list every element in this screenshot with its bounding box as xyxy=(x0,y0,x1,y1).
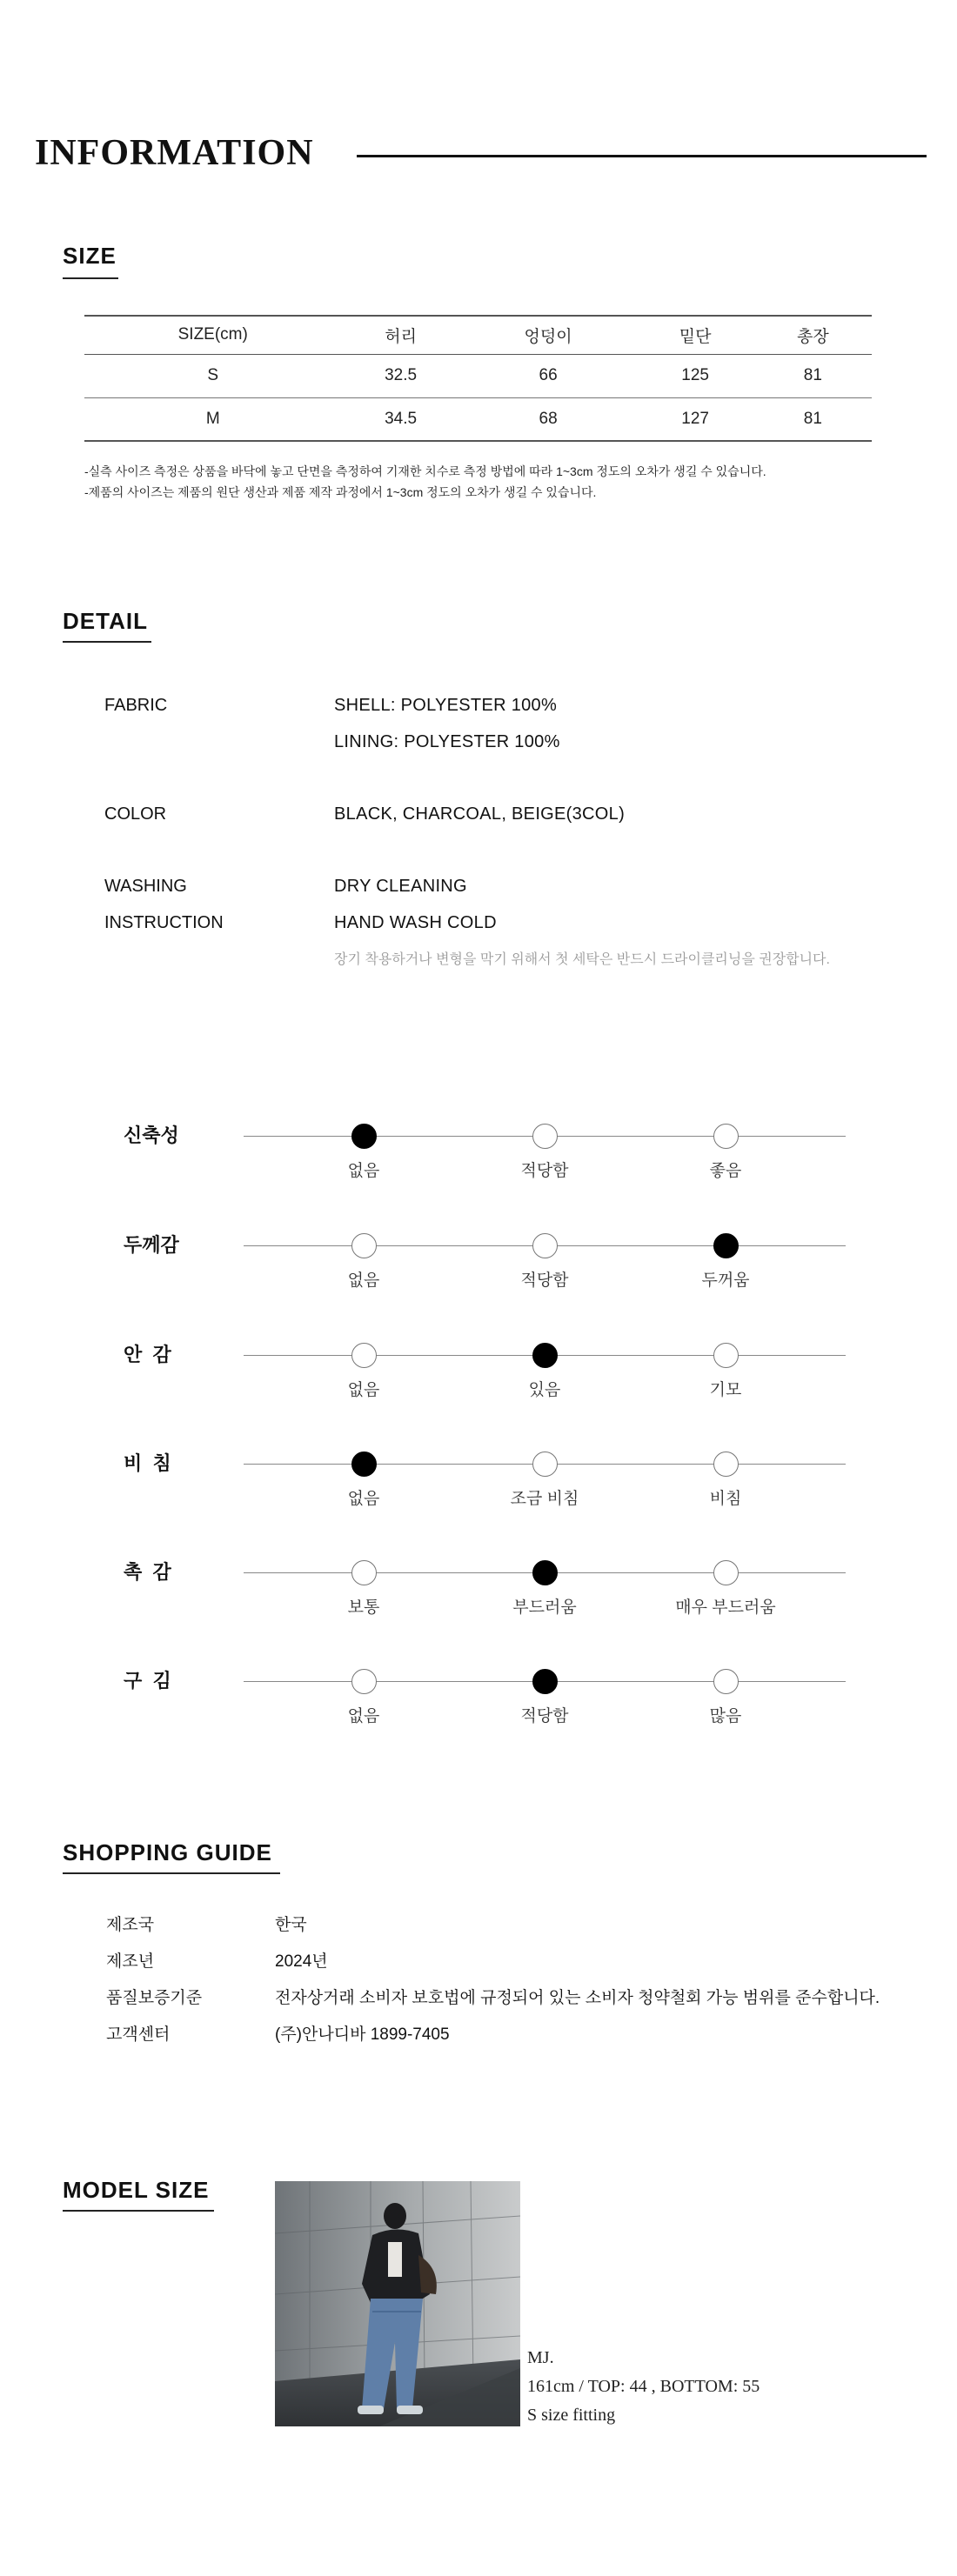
shopping-guide-title-underline xyxy=(63,1872,280,1874)
washing-note: 장기 착용하거나 변형을 막기 위해서 첫 세탁은 반드시 드라이클리닝을 권장합니다. xyxy=(334,952,830,967)
washing-value-1: DRY CLEANING xyxy=(334,877,467,896)
size-cell: 81 xyxy=(754,354,872,397)
scale-option-label: 부드러움 xyxy=(512,1598,577,1617)
table-row xyxy=(84,397,872,441)
scale-dot xyxy=(713,1560,739,1585)
size-cell: 34.5 xyxy=(341,397,459,441)
size-cell: S xyxy=(84,354,341,397)
scale-dot xyxy=(532,1124,558,1149)
scale-dot xyxy=(532,1452,558,1477)
size-header-cell: 총장 xyxy=(754,316,872,354)
scale-option-label: 없음 xyxy=(347,1271,380,1290)
size-cell: 32.5 xyxy=(341,354,459,397)
size-note-1: -실측 사이즈 측정은 상품을 바닥에 놓고 단면을 측정하여 기재한 치수로 측정 방법에 따라 1~3cm 정도의 오차가 생길 수 있습니다. xyxy=(84,464,766,478)
scale-label: 비 침 xyxy=(124,1452,171,1474)
scale-label: 구 김 xyxy=(124,1670,171,1692)
size-table-header-row xyxy=(84,316,872,354)
size-cell: 68 xyxy=(460,397,637,441)
scale-option-label: 있음 xyxy=(528,1381,561,1399)
size-header-cell: SIZE(cm) xyxy=(84,316,341,354)
scale-dot xyxy=(351,1343,377,1368)
model-size-title-underline xyxy=(63,2210,214,2212)
scale-label: 두께감 xyxy=(124,1234,179,1256)
guide-label-origin: 제조국 xyxy=(106,1916,155,1934)
scale-option-label: 매우 부드러움 xyxy=(675,1598,776,1617)
information-rule xyxy=(357,155,927,157)
model-measurements: 161cm / TOP: 44 , BOTTOM: 55 xyxy=(527,2377,760,2396)
scale-option-label: 적당함 xyxy=(520,1707,569,1725)
model-name: MJ. xyxy=(527,2348,554,2367)
size-cell: 127 xyxy=(636,397,753,441)
scale-option-label: 없음 xyxy=(347,1707,380,1725)
scale-dot-selected xyxy=(713,1233,739,1258)
scale-option-label: 많음 xyxy=(709,1707,742,1725)
scale-dot xyxy=(351,1669,377,1694)
guide-value-origin: 한국 xyxy=(275,1916,307,1934)
fabric-label: FABRIC xyxy=(104,696,168,715)
guide-label-warranty: 품질보증기준 xyxy=(106,1989,203,2007)
scale-dot-selected xyxy=(532,1669,558,1694)
scale-dot xyxy=(713,1343,739,1368)
scale-option-label: 적당함 xyxy=(520,1271,569,1290)
model-size-section-title: MODEL SIZE xyxy=(63,2177,210,2203)
size-section-title: SIZE xyxy=(63,243,117,269)
size-cell: M xyxy=(84,397,341,441)
detail-section-title: DETAIL xyxy=(63,608,148,634)
fabric-shell-value: SHELL: POLYESTER 100% xyxy=(334,696,558,715)
instruction-label: INSTRUCTION xyxy=(104,913,224,932)
table-row xyxy=(84,354,872,397)
size-note-2: -제품의 사이즈는 제품의 원단 생산과 제품 제작 과정에서 1~3cm 정도의 오차가 생길 수 있습니다. xyxy=(84,485,597,499)
size-header-cell: 허리 xyxy=(341,316,459,354)
scale-option-label: 비침 xyxy=(709,1490,742,1508)
guide-value-service: (주)안나디바 1899-7405 xyxy=(275,2025,450,2044)
color-value: BLACK, CHARCOAL, BEIGE(3COL) xyxy=(334,804,626,824)
scale-option-label: 조금 비침 xyxy=(510,1490,579,1508)
detail-title-underline xyxy=(63,641,151,643)
scale-dot xyxy=(351,1233,377,1258)
fabric-lining-value: LINING: POLYESTER 100% xyxy=(334,732,560,751)
guide-label-year: 제조년 xyxy=(106,1952,155,1971)
guide-value-warranty: 전자상거래 소비자 보호법에 규정되어 있는 소비자 청약철회 가능 범위를 준수합니다. xyxy=(275,1989,880,2007)
guide-value-year: 2024년 xyxy=(275,1952,328,1971)
scale-option-label: 기모 xyxy=(709,1381,742,1399)
scale-option-label: 없음 xyxy=(347,1490,380,1508)
shopping-guide-section-title: SHOPPING GUIDE xyxy=(63,1839,272,1865)
scale-option-label: 보통 xyxy=(347,1598,380,1617)
information-title: INFORMATION xyxy=(35,133,314,173)
size-title-underline xyxy=(63,277,118,279)
scale-dot-selected xyxy=(532,1560,558,1585)
scale-option-label: 두꺼움 xyxy=(701,1271,750,1290)
scale-label: 안 감 xyxy=(124,1344,171,1365)
scale-dot xyxy=(532,1233,558,1258)
model-photo xyxy=(275,2181,520,2426)
scale-dot-selected xyxy=(351,1124,377,1149)
scale-label: 신축성 xyxy=(124,1124,179,1146)
scale-option-label: 적당함 xyxy=(520,1162,569,1180)
washing-label: WASHING xyxy=(104,877,187,896)
scale-option-label: 없음 xyxy=(347,1162,380,1180)
color-label: COLOR xyxy=(104,804,167,824)
size-cell: 81 xyxy=(754,397,872,441)
scale-dot-selected xyxy=(351,1452,377,1477)
scale-dot xyxy=(713,1669,739,1694)
scale-dot-selected xyxy=(532,1343,558,1368)
washing-value-2: HAND WASH COLD xyxy=(334,913,497,932)
scale-dot xyxy=(713,1124,739,1149)
scale-dot xyxy=(713,1452,739,1477)
scale-dot xyxy=(351,1560,377,1585)
size-cell: 66 xyxy=(460,354,637,397)
size-header-cell: 엉덩이 xyxy=(460,316,637,354)
scale-option-label: 없음 xyxy=(347,1381,380,1399)
size-table xyxy=(84,315,872,442)
guide-label-service: 고객센터 xyxy=(106,2025,171,2044)
scale-label: 촉 감 xyxy=(124,1561,171,1583)
size-header-cell: 밑단 xyxy=(636,316,753,354)
size-cell: 125 xyxy=(636,354,753,397)
scale-option-label: 좋음 xyxy=(709,1162,742,1180)
model-fitting: S size fitting xyxy=(527,2406,616,2425)
